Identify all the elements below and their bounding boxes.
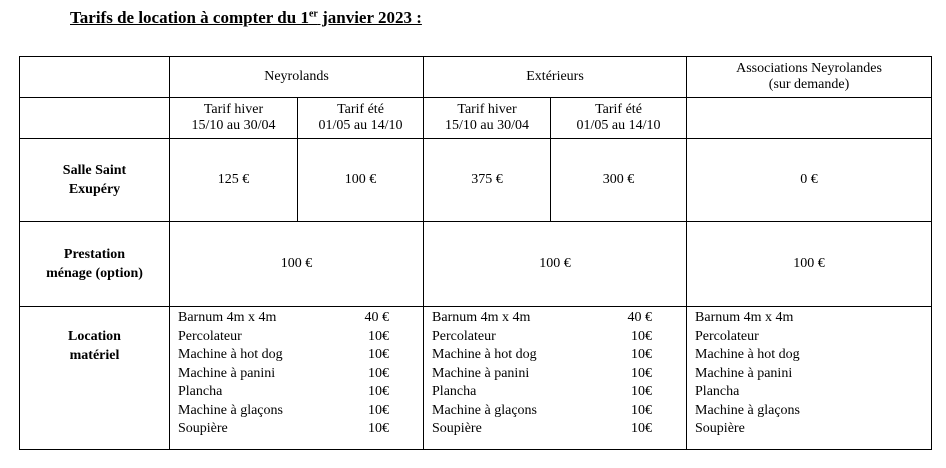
materiel-item-name: Machine à glaçons — [178, 402, 283, 418]
materiel-item — [695, 328, 931, 347]
menage-neyro: 100 € — [170, 222, 424, 307]
materiel-assoc — [687, 307, 932, 450]
materiel-item-price: 10€ — [368, 365, 390, 381]
materiel-item — [432, 402, 686, 421]
materiel-item — [178, 328, 423, 347]
materiel-item-name: Machine à hot dog — [695, 347, 800, 362]
materiel-item-price: 10€ — [631, 402, 653, 418]
materiel-item-price: 10€ — [631, 347, 653, 362]
materiel-item — [695, 420, 931, 439]
materiel-item-name: Machine à glaçons — [695, 402, 800, 418]
header-exterieurs: Extérieurs — [424, 57, 687, 98]
materiel-list-assoc — [695, 309, 931, 439]
materiel-item-price: 10€ — [631, 384, 653, 399]
materiel-item — [178, 383, 423, 402]
menage-ext: 100 € — [424, 222, 687, 307]
materiel-item-name: Plancha — [178, 384, 223, 399]
materiel-item — [695, 346, 931, 365]
title-text-end: janvier 2023 : — [317, 8, 422, 27]
materiel-item — [695, 383, 931, 402]
materiel-item-price: 10€ — [631, 365, 653, 381]
materiel-item-name: Percolateur — [432, 328, 496, 344]
row-menage — [20, 222, 932, 307]
materiel-item — [178, 420, 423, 439]
materiel-item-price: 40 € — [364, 310, 390, 325]
title-superscript: er — [308, 8, 318, 20]
materiel-item-name: Plancha — [695, 384, 740, 399]
header-row-groups — [20, 57, 932, 98]
materiel-item-name: Plancha — [432, 384, 477, 399]
header-neyrolands: Neyrolands — [170, 57, 424, 98]
period-ext-ete: Tarif été 01/05 au 14/10 — [551, 98, 687, 139]
page-title — [70, 8, 422, 28]
materiel-list-ext — [432, 309, 686, 439]
materiel-item — [178, 309, 423, 328]
salle-neyro-ete: 100 € — [298, 139, 424, 222]
row-salle — [20, 139, 932, 222]
materiel-item-name: Barnum 4m x 4m — [695, 310, 794, 325]
materiel-item-name: Soupière — [178, 421, 228, 436]
materiel-ext — [424, 307, 687, 450]
materiel-item-name: Soupière — [695, 421, 745, 436]
materiel-item-price: 40 € — [627, 310, 653, 325]
period-neyro-ete: Tarif été 01/05 au 14/10 — [298, 98, 424, 139]
tarifs-table — [19, 56, 932, 450]
materiel-item-name: Machine à glaçons — [432, 402, 537, 418]
materiel-item — [695, 365, 931, 384]
materiel-item — [432, 383, 686, 402]
materiel-item-price: 10€ — [368, 421, 390, 436]
materiel-item-price: 10€ — [368, 328, 390, 344]
salle-ext-ete: 300 € — [551, 139, 687, 222]
materiel-item — [432, 309, 686, 328]
label-materiel: Location matériel — [20, 307, 170, 450]
materiel-item — [695, 402, 931, 421]
period-ext-hiver: Tarif hiver 15/10 au 30/04 — [424, 98, 551, 139]
materiel-item-price: 10€ — [368, 384, 390, 399]
materiel-item-price: 10€ — [368, 402, 390, 418]
title-text: Tarifs de location à compter du 1 — [70, 8, 309, 27]
salle-ext-hiver: 375 € — [424, 139, 551, 222]
materiel-item — [178, 402, 423, 421]
materiel-item-price: 10€ — [631, 421, 653, 436]
materiel-item-price: 10€ — [631, 328, 653, 344]
materiel-item-name: Machine à panini — [178, 365, 276, 381]
period-assoc-empty — [687, 98, 932, 139]
materiel-list-neyro — [178, 309, 423, 439]
header-associations — [687, 57, 932, 98]
materiel-item-name: Machine à hot dog — [178, 347, 283, 362]
row-materiel — [20, 307, 932, 450]
materiel-item-name: Percolateur — [695, 328, 759, 344]
menage-assoc: 100 € — [687, 222, 932, 307]
materiel-item — [178, 365, 423, 384]
materiel-item — [695, 309, 931, 328]
materiel-item-name: Machine à panini — [432, 365, 530, 381]
header-row-periods — [20, 98, 932, 139]
materiel-item — [432, 365, 686, 384]
materiel-item — [432, 328, 686, 347]
materiel-item-name: Machine à panini — [695, 365, 793, 381]
period-empty-cell — [20, 98, 170, 139]
header-empty-cell — [20, 57, 170, 98]
materiel-item-name: Barnum 4m x 4m — [432, 310, 531, 325]
materiel-item-name: Barnum 4m x 4m — [178, 310, 277, 325]
materiel-neyro — [170, 307, 424, 450]
associations-line1: Associations Neyrolandes — [736, 61, 882, 76]
materiel-item — [432, 420, 686, 439]
associations-line2: (sur demande) — [768, 77, 850, 92]
materiel-item-name: Soupière — [432, 421, 482, 436]
salle-neyro-hiver: 125 € — [170, 139, 298, 222]
label-menage: Prestation ménage (option) — [20, 222, 170, 307]
salle-assoc: 0 € — [687, 139, 932, 222]
materiel-item — [432, 346, 686, 365]
label-salle: Salle Saint Exupéry — [20, 139, 170, 222]
materiel-item-name: Machine à hot dog — [432, 347, 537, 362]
materiel-item — [178, 346, 423, 365]
period-neyro-hiver: Tarif hiver 15/10 au 30/04 — [170, 98, 298, 139]
materiel-item-price: 10€ — [368, 347, 390, 362]
materiel-item-name: Percolateur — [178, 328, 242, 344]
